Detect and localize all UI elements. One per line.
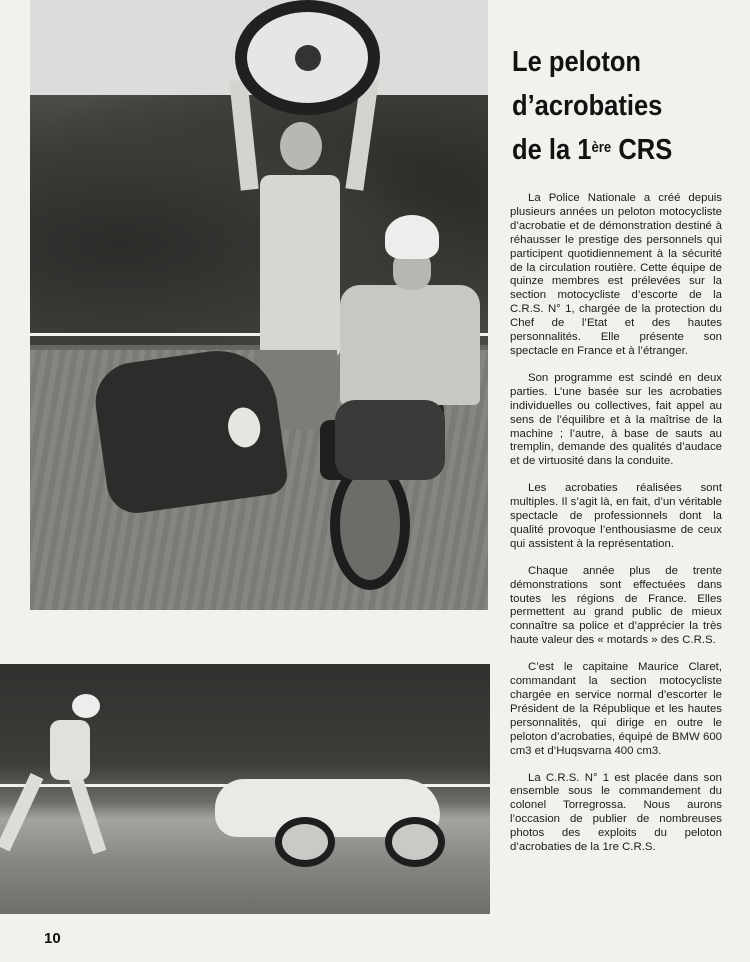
article-paragraph: La Police Nationale a créé depuis plusieurs années un peloton motocycliste d’acrobatie et de démonstration destiné à réhausser le prestige des personnels qui participent quotidiennement à la sécurité de la circulation routière. Cette équipe de quinze membres est prélevées sur la section motocycliste d’escorte de la C.R.S. N° 1, chargée de la protection du Chef de l’Etat et des hautes personnalités. Elle présente son spectacle en France et à l’étranger. (510, 192, 722, 357)
sidecar-figure (215, 769, 440, 864)
raised-wheel-figure (235, 0, 380, 115)
title-line-2: d’acrobaties (512, 90, 663, 122)
article-paragraph: Chaque année plus de trente démonstrations sont effectuées dans toutes les régions de France. Elles permettent au grand public de mieux connaître sa police et d’apprécier la très haute valeur des « motards » des C.R.S. (510, 564, 722, 647)
article-paragraph: Les acrobaties réalisées sont multiples. Il s’agit là, en fait, d’un véritable spectacle de professionnels dont la qualité provoque l’enthousiasme de ceux qui assistent à la représentation. (510, 482, 722, 550)
article-paragraph: La C.R.S. N° 1 est placée dans son ensemble sous le commandement du colonel Torregrossa. Nous aurons l’occasion de publier de nombreuses photos des exploits du peloton d’acrobaties de la 1re C.R.S. (510, 771, 722, 854)
page-number: 10 (44, 930, 61, 947)
article-title (512, 40, 714, 172)
article-body (510, 192, 722, 868)
runner-figure (20, 694, 110, 864)
title-line-3-end: CRS (611, 134, 673, 166)
title-line-1: Le peloton (512, 46, 642, 78)
title-superscript: ère (591, 139, 612, 156)
rider-figure (325, 215, 485, 545)
title-line-3 (512, 128, 714, 172)
sidecar-figure (90, 343, 289, 517)
article-paragraph: Son programme est scindé en deux parties. L’une basée sur les acrobaties individuelles ou collectives, fait appel au sens de l’équilibre et à la maîtrise de la machine ; l’autre, à base de sauts au tremplin, demande des qualités d’audace et de virtuosité dans la conduite. (510, 371, 722, 468)
title-line-3-text: de la 1 (512, 134, 592, 166)
article-paragraph: C’est le capitaine Maurice Claret, commandant la section motocycliste chargée en service normal d’escorter le Président de la République et les hautes personnalités, qui dirige en outre le peloton d’acrobaties, équipé de BMW 600 cm3 et d’Huqsvarna 400 cm3. (510, 661, 722, 757)
photo-runner-sidecar (0, 664, 490, 914)
photo-motorcycle-acrobatics (30, 0, 488, 610)
